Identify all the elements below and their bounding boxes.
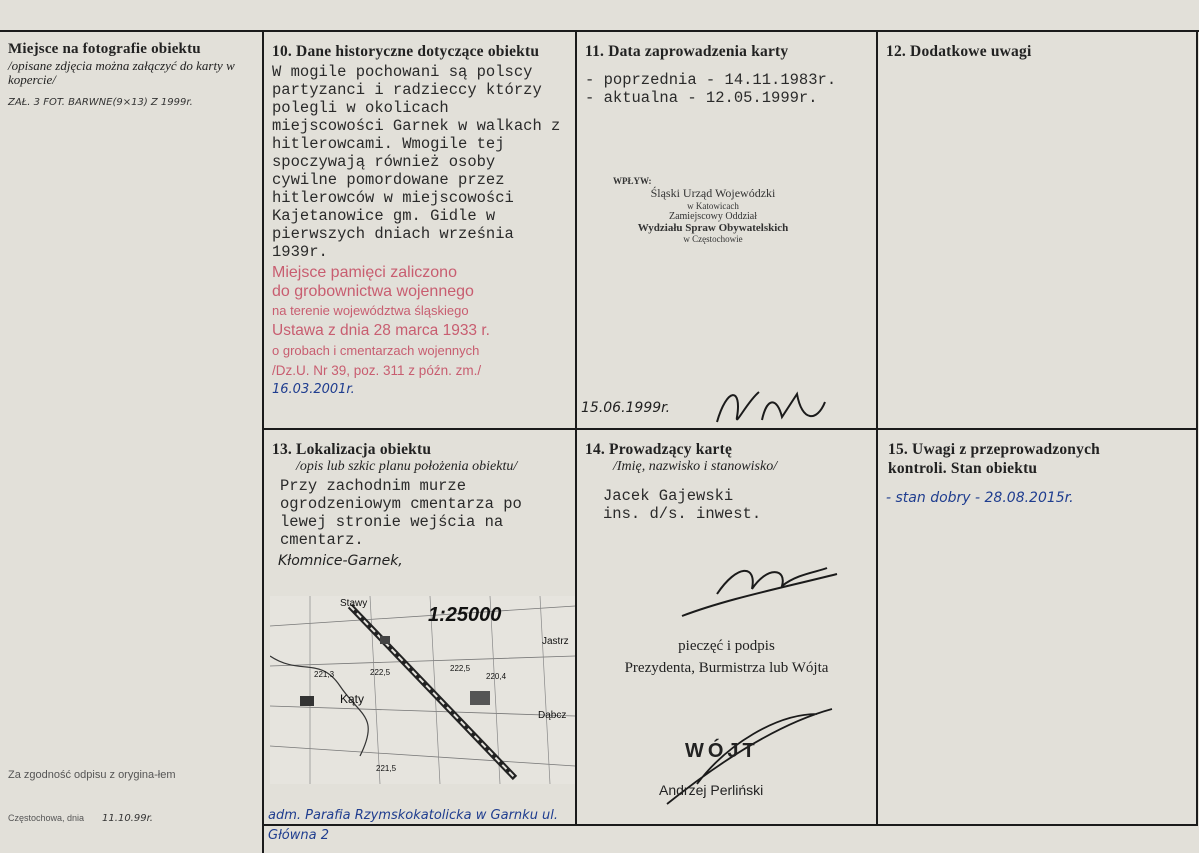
inspections-entry: - stan dobry - 28.08.2015r. xyxy=(886,490,1074,506)
keeper-header: 14. Prowadzący kartę xyxy=(585,441,733,458)
stamp-line: o grobach i cmentarzach wojennych xyxy=(272,343,480,358)
receipt-stamp-line: w Częstochowie xyxy=(683,234,743,244)
receipt-stamp-line: WPŁYW: xyxy=(613,176,652,186)
map-label: Dąbcz xyxy=(538,710,567,721)
photo-subheader: /opisane zdjęcia można załączyć do karty w kopercie/ xyxy=(8,58,235,87)
map-label: Stawy xyxy=(340,598,368,609)
card-date-cell xyxy=(577,36,876,426)
stamp-line: /Dz.U. Nr 39, poz. 311 z późn. zm./ xyxy=(272,363,482,378)
certify-line xyxy=(8,808,248,824)
certify-place: Częstochowa, dnia xyxy=(8,813,85,823)
stamp-line: Ustawa z dnia 28 marca 1933 r. xyxy=(272,322,490,339)
receipt-stamp xyxy=(613,176,813,244)
receipt-stamp-line: Zamiejscowy Oddział xyxy=(668,211,758,222)
map-label: 220,4 xyxy=(486,672,507,681)
location-footer: adm. Parafia Rzymskokatolicka w Garnku ul. Główna 2 xyxy=(268,808,559,843)
inspections-header: 15. Uwagi z przeprowadzonych kontroli. Stan obiektu xyxy=(888,441,1100,477)
stamp-line: na terenie województwa śląskiego xyxy=(272,303,469,318)
map-label: Jastrz xyxy=(542,636,569,647)
keeper-stamp-name: Andrzej Perliński xyxy=(659,782,764,798)
map-label: 221,3 xyxy=(314,670,335,679)
keeper-stamp-caption-2: Prezydenta, Burmistrza lub Wójta xyxy=(624,660,829,676)
receipt-stamp-line: w Katowicach xyxy=(687,201,739,211)
location-subheader: /opis lub szkic planu położenia obiektu/ xyxy=(296,459,518,474)
map-label: 221,5 xyxy=(376,764,397,773)
keeper-name: Jacek Gajewski xyxy=(603,487,734,505)
receipt-stamp-line: Wydziału Spraw Obywatelskich xyxy=(637,222,789,234)
signature-2 xyxy=(677,554,847,624)
photo-cell xyxy=(0,34,262,424)
memorial-stamp-date: 16.03.2001r. xyxy=(272,382,355,397)
keeper-stamp-caption-1: pieczęć i podpis xyxy=(678,638,775,654)
photo-note: ZAŁ. 3 FOT. BARWNE(9×13) Z 1999r. xyxy=(8,97,193,108)
map-label: 222,5 xyxy=(370,668,391,677)
map-label: 222,5 xyxy=(450,664,471,673)
signature-1 xyxy=(707,382,837,432)
inspections-cell xyxy=(878,434,1196,824)
historical-text: W mogile pochowani są polscy partyzanci i radzieccy którzy polegli w okolicach miejscowości Garnek w walkach z hitlerowcami. Wmogile tej spoczywają również osoby cywilne pomordowane przez hitlerowców w miejscowości Kajetanowice gm. Gidle w pierwszych dniach września 1939r. xyxy=(272,63,561,261)
memorial-stamp xyxy=(272,263,567,380)
receipt-stamp-line: Śląski Urząd Wojewódzki xyxy=(650,186,776,200)
location-place: Kłomnice-Garnek, xyxy=(278,553,403,569)
historical-cell xyxy=(264,36,575,426)
map-sketch xyxy=(270,596,575,784)
remarks-cell xyxy=(878,36,1196,426)
stamp-line: Miejsce pamięci zaliczono xyxy=(272,264,457,281)
card-date-current: - aktualna - 12.05.1999r. xyxy=(585,89,818,107)
keeper-cell xyxy=(577,434,876,824)
location-text: Przy zachodnim murze ogrodzeniowym cmentarza po lewej stronie wejścia na cmentarz. xyxy=(280,477,522,549)
location-header: 13. Lokalizacja obiektu xyxy=(272,441,432,458)
remarks-header: 12. Dodatkowe uwagi xyxy=(886,43,1032,60)
certify-date: 11.10.99r. xyxy=(102,813,153,824)
keeper-stamp-title: WÓJT xyxy=(685,740,759,762)
map-scale: 1:25000 xyxy=(428,604,502,626)
card-date-signature-date: 15.06.1999r. xyxy=(581,400,671,416)
grid-line-top xyxy=(0,30,1199,32)
stamp-line: do grobownictwa wojennego xyxy=(272,283,474,300)
card-date-previous: - poprzednia - 14.11.1983r. xyxy=(585,71,837,89)
card-date-header: 11. Data zaprowadzenia karty xyxy=(585,43,789,60)
keeper-position: ins. d/s. inwest. xyxy=(603,505,762,523)
certify-label: Za zgodność odpisu z orygina-łem xyxy=(8,769,176,781)
historical-header: 10. Dane historyczne dotyczące obiektu xyxy=(272,43,540,60)
location-map xyxy=(270,596,575,784)
keeper-subheader: /Imię, nazwisko i stanowisko/ xyxy=(613,459,778,474)
map-label: Kąty xyxy=(340,692,365,706)
location-cell xyxy=(264,434,575,594)
photo-header: Miejsce na fotografie obiektu xyxy=(8,41,201,57)
